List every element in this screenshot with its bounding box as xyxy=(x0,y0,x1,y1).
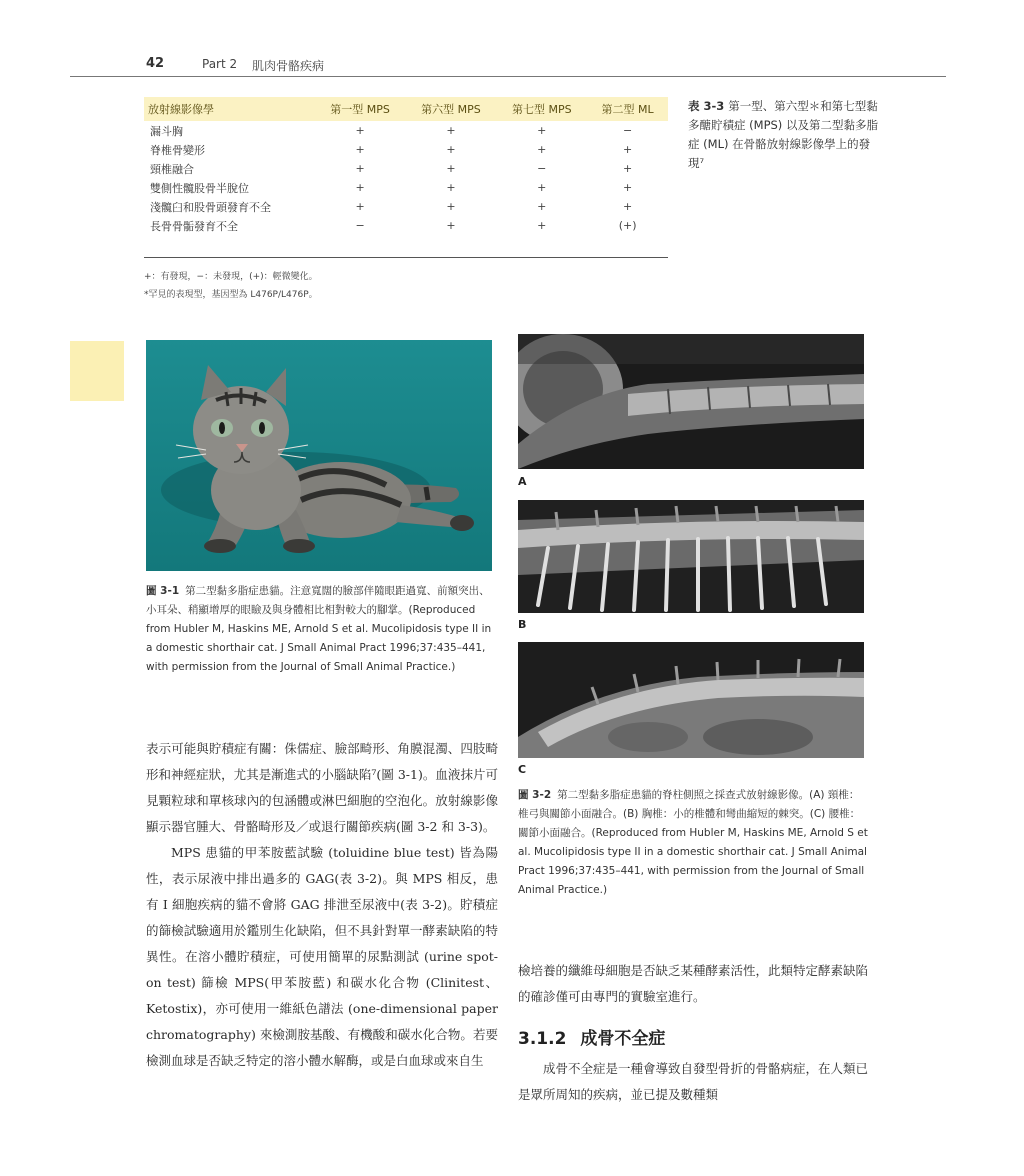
cat-illustration xyxy=(146,340,492,571)
table-bottom-rule xyxy=(144,257,668,258)
figure-3-1-caption xyxy=(146,582,496,677)
body-column-right-section xyxy=(518,1056,868,1108)
table-cell: + xyxy=(446,181,456,194)
body-paragraph: MPS 患貓的甲苯胺藍試驗 (toluidine blue test) 皆為陽性，表示尿液中排出過多的 GAG(表 3-2)。與 MPS 相反，患有 I 細胞疾病的貓不會將 GAG 排泄至尿液中(表 3-2)。貯積症的篩檢試驗適用於鑑別生化缺陷，但不具針對單一酵素缺陷的特異性。在溶小體貯積症，可使用簡單的尿點測試 (urine spot-on test) 篩檢 MPS(甲苯胺藍) 和碳水化合物 (Clinitest、Ketostix)，亦可使用一維紙色譜法 (one-dimensional paper chromatography) 來檢測胺基酸、有機酸和碳水化合物。若要檢測血球是否缺乏特定的溶小體水解酶，或是白血球或來自生 xyxy=(146,845,498,1068)
table-cell: + xyxy=(622,200,633,213)
table-row xyxy=(144,178,668,197)
table-cell: − xyxy=(622,124,633,137)
table-cell: + xyxy=(537,200,547,213)
row-label: 脊椎骨變形 xyxy=(150,143,205,157)
body-paragraph: 成骨不全症是一種會導致自發型骨折的骨骼病症，在人類已是眾所周知的疾病，並已提及數種類 xyxy=(518,1061,869,1102)
row-label: 長骨骨骺發育不全 xyxy=(150,219,238,233)
figure-caption-text: 第二型黏多脂症患貓的脊柱側照之採查式放射線影像。(A) 頸椎：椎弓與關節小面融合。(B) 胸椎：小的椎體和彎曲縮短的棘突。(C) 腰椎：關節小面融合。(Reproduced from Hubler M, Haskins ME, Arnold S et al. Mucolipidosis type II in a domestic shorthair cat. J Small Animal Pract 1996;37:435–441, with permission from the Journal of Small Animal Practice.) xyxy=(518,789,868,896)
table-cell: + xyxy=(355,143,365,156)
table-row xyxy=(144,216,668,235)
table-header-cell: 第二型 ML xyxy=(587,97,668,121)
table-caption-text: 第一型、第六型＊和第七型黏多醣貯積症 (MPS) 以及第二型黏多脂症 (ML) 在骨骼放射線影像學上的發現⁷ xyxy=(688,99,878,170)
table-cell: + xyxy=(446,200,456,213)
table-3-3 xyxy=(144,97,668,235)
table-cell: + xyxy=(537,219,547,232)
table-cell: + xyxy=(537,143,547,156)
table-caption xyxy=(688,97,878,173)
section-title: 成骨不全症 xyxy=(580,1029,666,1049)
page-number: 42 xyxy=(146,56,165,71)
table-footnote: +：有發現，−：未發現，(+)：輕微變化。 xyxy=(144,272,318,282)
xray-panel-b xyxy=(518,500,864,613)
table-cell: + xyxy=(355,200,365,213)
table-cell: + xyxy=(622,162,633,175)
table-row xyxy=(144,121,668,140)
row-label: 雙側性髖股骨半脫位 xyxy=(150,181,249,195)
body-paragraph: 表示可能與貯積症有關：侏儒症、臉部畸形、角膜混濁、四肢畸形和神經症狀，尤其是漸進式的小腦缺陷⁷(圖 3-1)。血液抹片可見顆粒球和單核球內的包涵體或淋巴細胞的空泡化。放射線影像顯示器官腫大、骨骼畸形及／或退行關節疾病(圖 3-2 和 3-3)。 xyxy=(146,741,498,834)
table-cell: + xyxy=(537,181,547,194)
table-cell: + xyxy=(446,143,456,156)
table-cell: + xyxy=(446,219,456,232)
table-row xyxy=(144,140,668,159)
running-title: 肌肉骨骼疾病 xyxy=(252,59,325,73)
table-header-cell: 第七型 MPS xyxy=(496,97,587,121)
body-column-left xyxy=(146,736,498,1074)
chapter-tab xyxy=(70,341,124,401)
xray-panel-a xyxy=(518,334,864,469)
cat-photo xyxy=(146,340,492,571)
row-label: 淺髖臼和股骨頭發育不全 xyxy=(150,200,271,214)
figure-caption-text: 第二型黏多脂症患貓。注意寬闊的臉部伴隨眼距過寬、前額突出、小耳朵、稍顯增厚的眼瞼及與身體相比相對較大的腳掌。(Reproduced from Hubler M, Haskins ME, Arnold S et al. Mucolipidosis type II in a domestic shorthair cat. J Small Animal Pract 1996;37:435–441, with permission from the Journal of Small Animal Practice.) xyxy=(146,585,492,673)
table-cell: + xyxy=(446,162,456,175)
body-paragraph: 檢培養的纖維母細胞是否缺乏某種酵素活性，此類特定酵素缺陷的確診僅可由專門的實驗室進行。 xyxy=(518,963,869,1004)
xray-panel-c xyxy=(518,642,864,758)
panel-label-b: B xyxy=(518,618,527,631)
table-footnote: *罕見的表現型，基因型為 L476P/L476P。 xyxy=(144,290,318,300)
xray-image xyxy=(518,334,864,469)
table-cell: + xyxy=(622,181,633,194)
table-cell: + xyxy=(355,181,365,194)
table-header-cell: 放射線影像學 xyxy=(144,97,315,121)
table-cell: + xyxy=(537,124,547,137)
figure-label: 圖 3-1 xyxy=(146,585,180,597)
table-caption-label: 表 3-3 xyxy=(688,99,725,113)
part-label: Part 2 xyxy=(202,57,238,71)
figure-label: 圖 3-2 xyxy=(518,789,552,801)
table-cell: + xyxy=(355,162,365,175)
table-header-cell: 第一型 MPS xyxy=(315,97,406,121)
panel-label-a: A xyxy=(518,475,527,488)
table-row xyxy=(144,197,668,216)
figure-3-2-caption xyxy=(518,786,868,900)
row-label: 頸椎融合 xyxy=(150,162,194,176)
table-cell: + xyxy=(355,124,365,137)
xray-image xyxy=(518,642,864,758)
table-cell: (+) xyxy=(618,219,637,232)
section-number: 3.1.2 xyxy=(518,1029,567,1049)
header-rule xyxy=(70,76,946,77)
body-column-right xyxy=(518,958,868,1010)
table-header-row xyxy=(144,97,668,121)
xray-image xyxy=(518,500,864,613)
table-row xyxy=(144,159,668,178)
table-cell: − xyxy=(355,219,365,232)
table-cell: + xyxy=(446,124,456,137)
table-header-cell: 第六型 MPS xyxy=(406,97,497,121)
panel-label-c: C xyxy=(518,763,527,776)
table-cell: − xyxy=(537,162,547,175)
section-heading xyxy=(518,1024,665,1049)
row-label: 漏斗胸 xyxy=(150,124,183,138)
table-cell: + xyxy=(622,143,633,156)
